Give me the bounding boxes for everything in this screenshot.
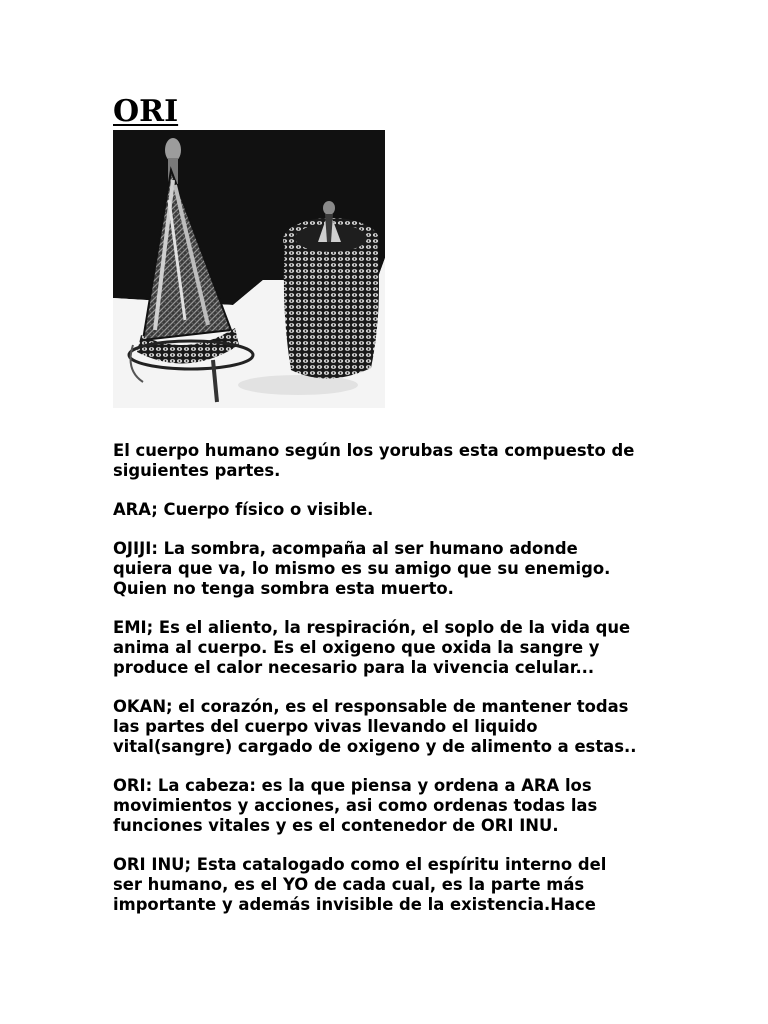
paragraph-ara: ARA; Cuerpo físico o visible. [113,500,374,519]
paragraph-emi: EMI; Es el aliento, la respiración, el soplo de la vida que anima al cuerpo. Es el oxigeno que oxida la sangre y produce el calor necesario para la vivencia celular... [113,618,631,677]
paragraph-ojiji: OJIJI: La sombra, acompaña al ser humano adonde quiera que va, lo mismo es su amigo que su enemigo. Quien no tenga sombra esta muerto. [113,539,611,598]
paragraph-okan: OKAN; el corazón, es el responsable de mantener todas las partes del cuerpo vivas llevando el liquido vital(sangre) cargado de oxigeno y de alimento a estas.. [113,697,637,756]
body-text [113,441,673,934]
ori-artifact-photo [113,130,393,408]
paragraph-ori: ORI: La cabeza: es la que piensa y ordena a ARA los movimientos y acciones, asi como ordenas todas las funciones vitales y es el contenedor de ORI INU. [113,776,598,835]
page-title: ORI [113,94,179,129]
paragraph-intro: El cuerpo humano según los yorubas esta compuesto de siguientes partes. [113,441,635,480]
ori-basket [283,201,379,379]
paragraph-ori-inu: ORI INU; Esta catalogado como el espíritu interno del ser humano, es el YO de cada cual, es la parte más importante y además invisible de la existencia.Hace [113,855,607,914]
